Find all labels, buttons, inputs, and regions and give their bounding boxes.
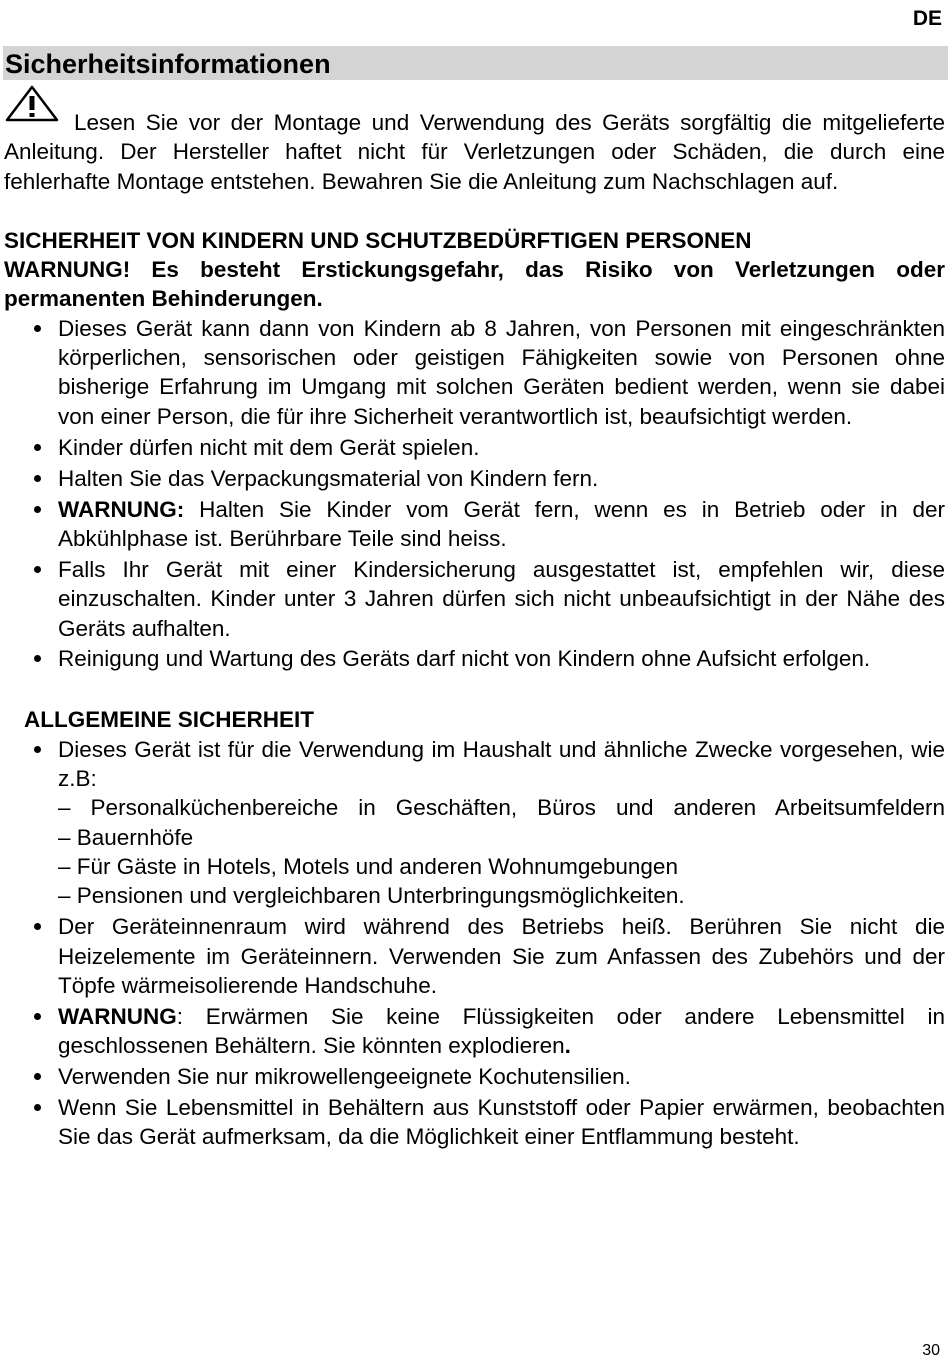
section-title-bar [3, 46, 948, 80]
sub-item: – Für Gäste in Hotels, Motels und anderen Wohnumgebungen [58, 853, 678, 879]
list-item: Falls Ihr Gerät mit einer Kindersicherung ausgestattet ist, empfehlen wir, diese einzuschalten. Kinder unter 3 Jahren dürfen sich nicht unbeaufsichtigt in der Nähe des Geräts aufhalten. [4, 555, 945, 643]
warning-triangle-icon [4, 84, 60, 124]
page-number: 30 [922, 1342, 940, 1359]
intro-text: Lesen Sie vor der Montage und Verwendung des Geräts sorgfältig die mitgelieferte Anleitung. Der Hersteller haftet nicht für Verletzungen oder Schäden, die durch eine fehlerhafte Montage entstehen. Bewahren Sie die Anleitung zum Nachschlagen auf. [4, 110, 945, 194]
bullet-icon [34, 1013, 41, 1020]
list-item: Halten Sie das Verpackungsmaterial von Kindern fern. [4, 464, 945, 493]
list-item: Verwenden Sie nur mikrowellengeeignete Kochutensilien. [4, 1062, 945, 1091]
bullet-icon [34, 566, 41, 573]
list-item: WARNUNG: Halten Sie Kinder vom Gerät fern, wenn es in Betrieb oder in der Abkühlphase ist. Berührbare Teile sind heiss. [4, 495, 945, 554]
list-item: Wenn Sie Lebensmittel in Behältern aus Kunststoff oder Papier erwärmen, beobachten Sie das Gerät aufmerksam, da die Möglichkeit einer Entflammung besteht. [4, 1093, 945, 1152]
list-item: Reinigung und Wartung des Geräts darf nicht von Kindern ohne Aufsicht erfolgen. [4, 644, 945, 673]
choking-warning: WARNUNG! Es besteht Erstickungsgefahr, das Risiko von Verletzungen oder permanenten Behinderungen. [4, 257, 945, 312]
bullet-icon [34, 923, 41, 930]
list-item: Der Geräteinnenraum wird während des Betriebs heiß. Berühren Sie nicht die Heizelemente im Geräteinnern. Verwenden Sie zum Anfassen des Zubehörs und der Töpfe wärmeisolierende Handschuhe. [4, 912, 945, 1000]
warning-label: WARNUNG: [58, 496, 185, 522]
bullet-icon [34, 506, 41, 513]
bullet-icon [34, 325, 41, 332]
bullet-icon [34, 746, 41, 753]
bullet-icon [34, 655, 41, 662]
list-item: WARNUNG: Erwärmen Sie keine Flüssigkeiten oder andere Lebensmittel in geschlossenen Behältern. Sie könnten explodieren. [4, 1002, 945, 1061]
list-item: Dieses Gerät kann dann von Kindern ab 8 Jahren, von Personen mit eingeschränkten körperlichen, sensorischen oder geistigen Fähigkeiten sowie von Personen ohne bisherige Erfahrung im Umgang mit solchen Geräten bedient werden, wenn sie dabei von einer Person, die für ihre Sicherheit verantwortlich ist, beaufsichtigt werden. [4, 314, 945, 431]
children-safety-list [4, 314, 945, 674]
bullet-icon [34, 444, 41, 451]
sub-item: – Bauernhöfe [58, 824, 194, 850]
page-title: Sicherheitsinformationen [5, 49, 331, 79]
list-item: Kinder dürfen nicht mit dem Gerät spielen. [4, 433, 945, 462]
language-code: DE [912, 7, 942, 30]
document-body [4, 108, 945, 1153]
section-heading-children: SICHERHEIT VON KINDERN UND SCHUTZBEDÜRFTIGEN PERSONEN [4, 227, 752, 253]
intro-block [4, 108, 945, 196]
section-heading-general: ALLGEMEINE SICHERHEIT [24, 707, 315, 733]
general-safety-list [4, 735, 945, 1152]
sub-item: – Pensionen und vergleichbaren Unterbringungsmöglichkeiten. [58, 883, 685, 909]
sub-item: – Personalküchenbereiche in Geschäften, Büros und anderen Arbeitsumfeldern [58, 795, 945, 821]
bullet-icon [34, 1104, 41, 1111]
list-item: Dieses Gerät ist für die Verwendung im Haushalt und ähnliche Zwecke vorgesehen, wie z.B: – Personalküchenbereiche in Geschäften, Büros und anderen Arbeitsumfeldern – Bauernhöfe – Für Gäste in Hotels, Motels und anderen Wohnumgebungen – Pensionen und vergleichbaren Unterbringungsmöglichkeiten. [4, 735, 945, 911]
bullet-icon [34, 1073, 41, 1080]
bullet-icon [34, 475, 41, 482]
warning-label: WARNUNG [58, 1003, 177, 1029]
